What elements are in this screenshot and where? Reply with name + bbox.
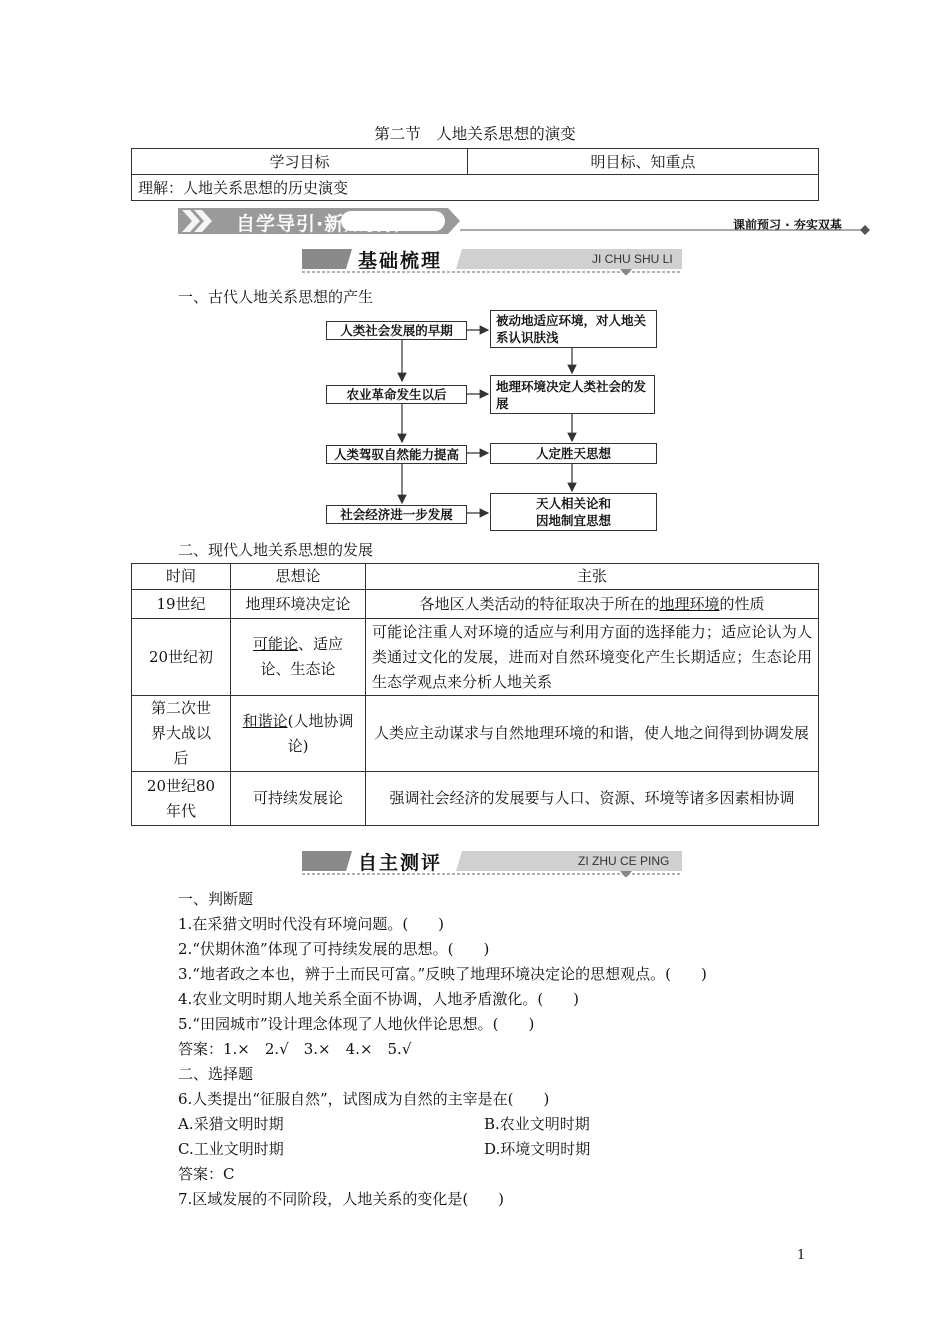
answer-6: 答案：C [178, 1165, 235, 1183]
table-row [132, 772, 819, 826]
goals-content: 理解：人地关系思想的历史演变 [132, 175, 819, 201]
question-1: 1.在采猎文明时代没有环境问题。( ) [178, 915, 445, 933]
banner-rule [460, 222, 870, 236]
cell-theory: 可持续发展论 [231, 772, 366, 826]
table-row [132, 149, 819, 175]
learning-goals-table [131, 148, 819, 201]
table-row [132, 590, 819, 619]
claim-text: 各地区人类活动的特征取决于所在的 [419, 594, 660, 613]
option-b: B.农业文明时期 [484, 1115, 590, 1133]
theory-underlined: 可能论 [252, 635, 298, 653]
table-header-row [132, 564, 819, 590]
cell-time: 第二次世界大战以后 [132, 696, 231, 772]
goals-header-1: 学习目标 [132, 149, 468, 175]
header-theory: 思想论 [231, 564, 366, 590]
cell-theory [231, 696, 366, 772]
cell-time: 19世纪 [132, 590, 231, 619]
flow-idea-3: 人定胜天思想 [490, 443, 657, 464]
question-2: 2.“伏期休渔”体现了可持续发展的思想。( ) [178, 940, 490, 958]
cell-theory [231, 619, 366, 696]
self-study-banner [178, 206, 460, 236]
cell-claim [366, 590, 819, 619]
theory-rest: 、适应论、生态论 [260, 635, 344, 678]
section-pinyin: ZI ZHU CE PING [578, 854, 670, 868]
quiz-part1-heading: 一、判断题 [178, 890, 254, 908]
flow-stage-3: 人类驾驭自然能力提高 [326, 445, 467, 464]
cell-claim: 强调社会经济的发展要与人口、资源、环境等诸多因素相协调 [366, 772, 819, 826]
page-number: 1 [797, 1248, 806, 1263]
option-c: C.工业文明时期 [178, 1140, 284, 1158]
claim-underlined: 地理环境 [659, 594, 720, 613]
table-row [132, 175, 819, 201]
cell-time: 20世纪80年代 [132, 772, 231, 826]
question-3: 3.“地者政之本也，辨于土而民可富。”反映了地理环境决定论的思想观点。( ) [178, 965, 707, 983]
question-4: 4.农业文明时期人地关系全面不协调，人地矛盾激化。( ) [178, 990, 580, 1008]
flow-stage-4: 社会经济进一步发展 [326, 505, 467, 524]
option-a: A.采猎文明时期 [178, 1115, 284, 1133]
option-d: D.环境文明时期 [484, 1140, 591, 1158]
section-title: 自主测评 [358, 852, 443, 874]
table-row [132, 696, 819, 772]
banner-right-text: 课前预习 · 夯实双基 [733, 218, 842, 232]
table-row [132, 619, 819, 696]
flow-stage-2: 农业革命发生以后 [326, 385, 467, 404]
question-5: 5.“田园城市”设计理念体现了人地伙伴论思想。( ) [178, 1015, 535, 1033]
part2-heading: 二、现代人地关系思想的发展 [178, 541, 374, 559]
section-header-self-test [302, 847, 682, 877]
cell-claim: 可能论注重人对环境的适应与利用方面的选择能力；适应论认为人类通过文化的发展，进而对自然环境变化产生长期适应；生态论用生态学观点来分析人地关系 [366, 619, 819, 696]
claim-text-end: 的性质 [719, 594, 765, 613]
banner-text: 自学导引·新知初探 [236, 213, 405, 235]
header-claim: 主张 [366, 564, 819, 590]
goals-header-2: 明目标、知重点 [468, 149, 819, 175]
quiz-part2-heading: 二、选择题 [178, 1065, 254, 1083]
flow-idea-2: 地理环境决定人类社会的发展 [490, 375, 655, 414]
header-time: 时间 [132, 564, 231, 590]
part1-heading: 一、古代人地关系思想的产生 [178, 288, 374, 306]
cell-claim: 人类应主动谋求与自然地理环境的和谐，使人地之间得到协调发展 [366, 696, 819, 772]
modern-thought-table [131, 563, 819, 826]
flow-idea-1: 被动地适应环境，对人地关系认识肤浅 [490, 310, 657, 348]
question-6: 6.人类提出“征服自然”，试图成为自然的主宰是在( ) [178, 1090, 550, 1108]
flow-stage-1: 人类社会发展的早期 [326, 321, 467, 340]
flow-idea-4: 天人相关论和因地制宜思想 [490, 493, 657, 531]
section-pinyin: JI CHU SHU LI [592, 252, 673, 266]
flow-diagram [320, 307, 665, 537]
cell-time: 20世纪初 [132, 619, 231, 696]
section-title: 基础梳理 [358, 250, 443, 272]
theory-rest: (人地协调论) [287, 711, 354, 755]
cell-theory: 地理环境决定论 [231, 590, 366, 619]
answer-part1: 答案：1.× 2.√ 3.× 4.× 5.√ [178, 1040, 412, 1058]
question-7: 7.区域发展的不同阶段，人地关系的变化是( ) [178, 1190, 505, 1208]
section-header-basics [302, 245, 682, 275]
page-title: 第二节 人地关系思想的演变 [374, 125, 576, 143]
theory-underlined: 和谐论 [242, 711, 288, 730]
